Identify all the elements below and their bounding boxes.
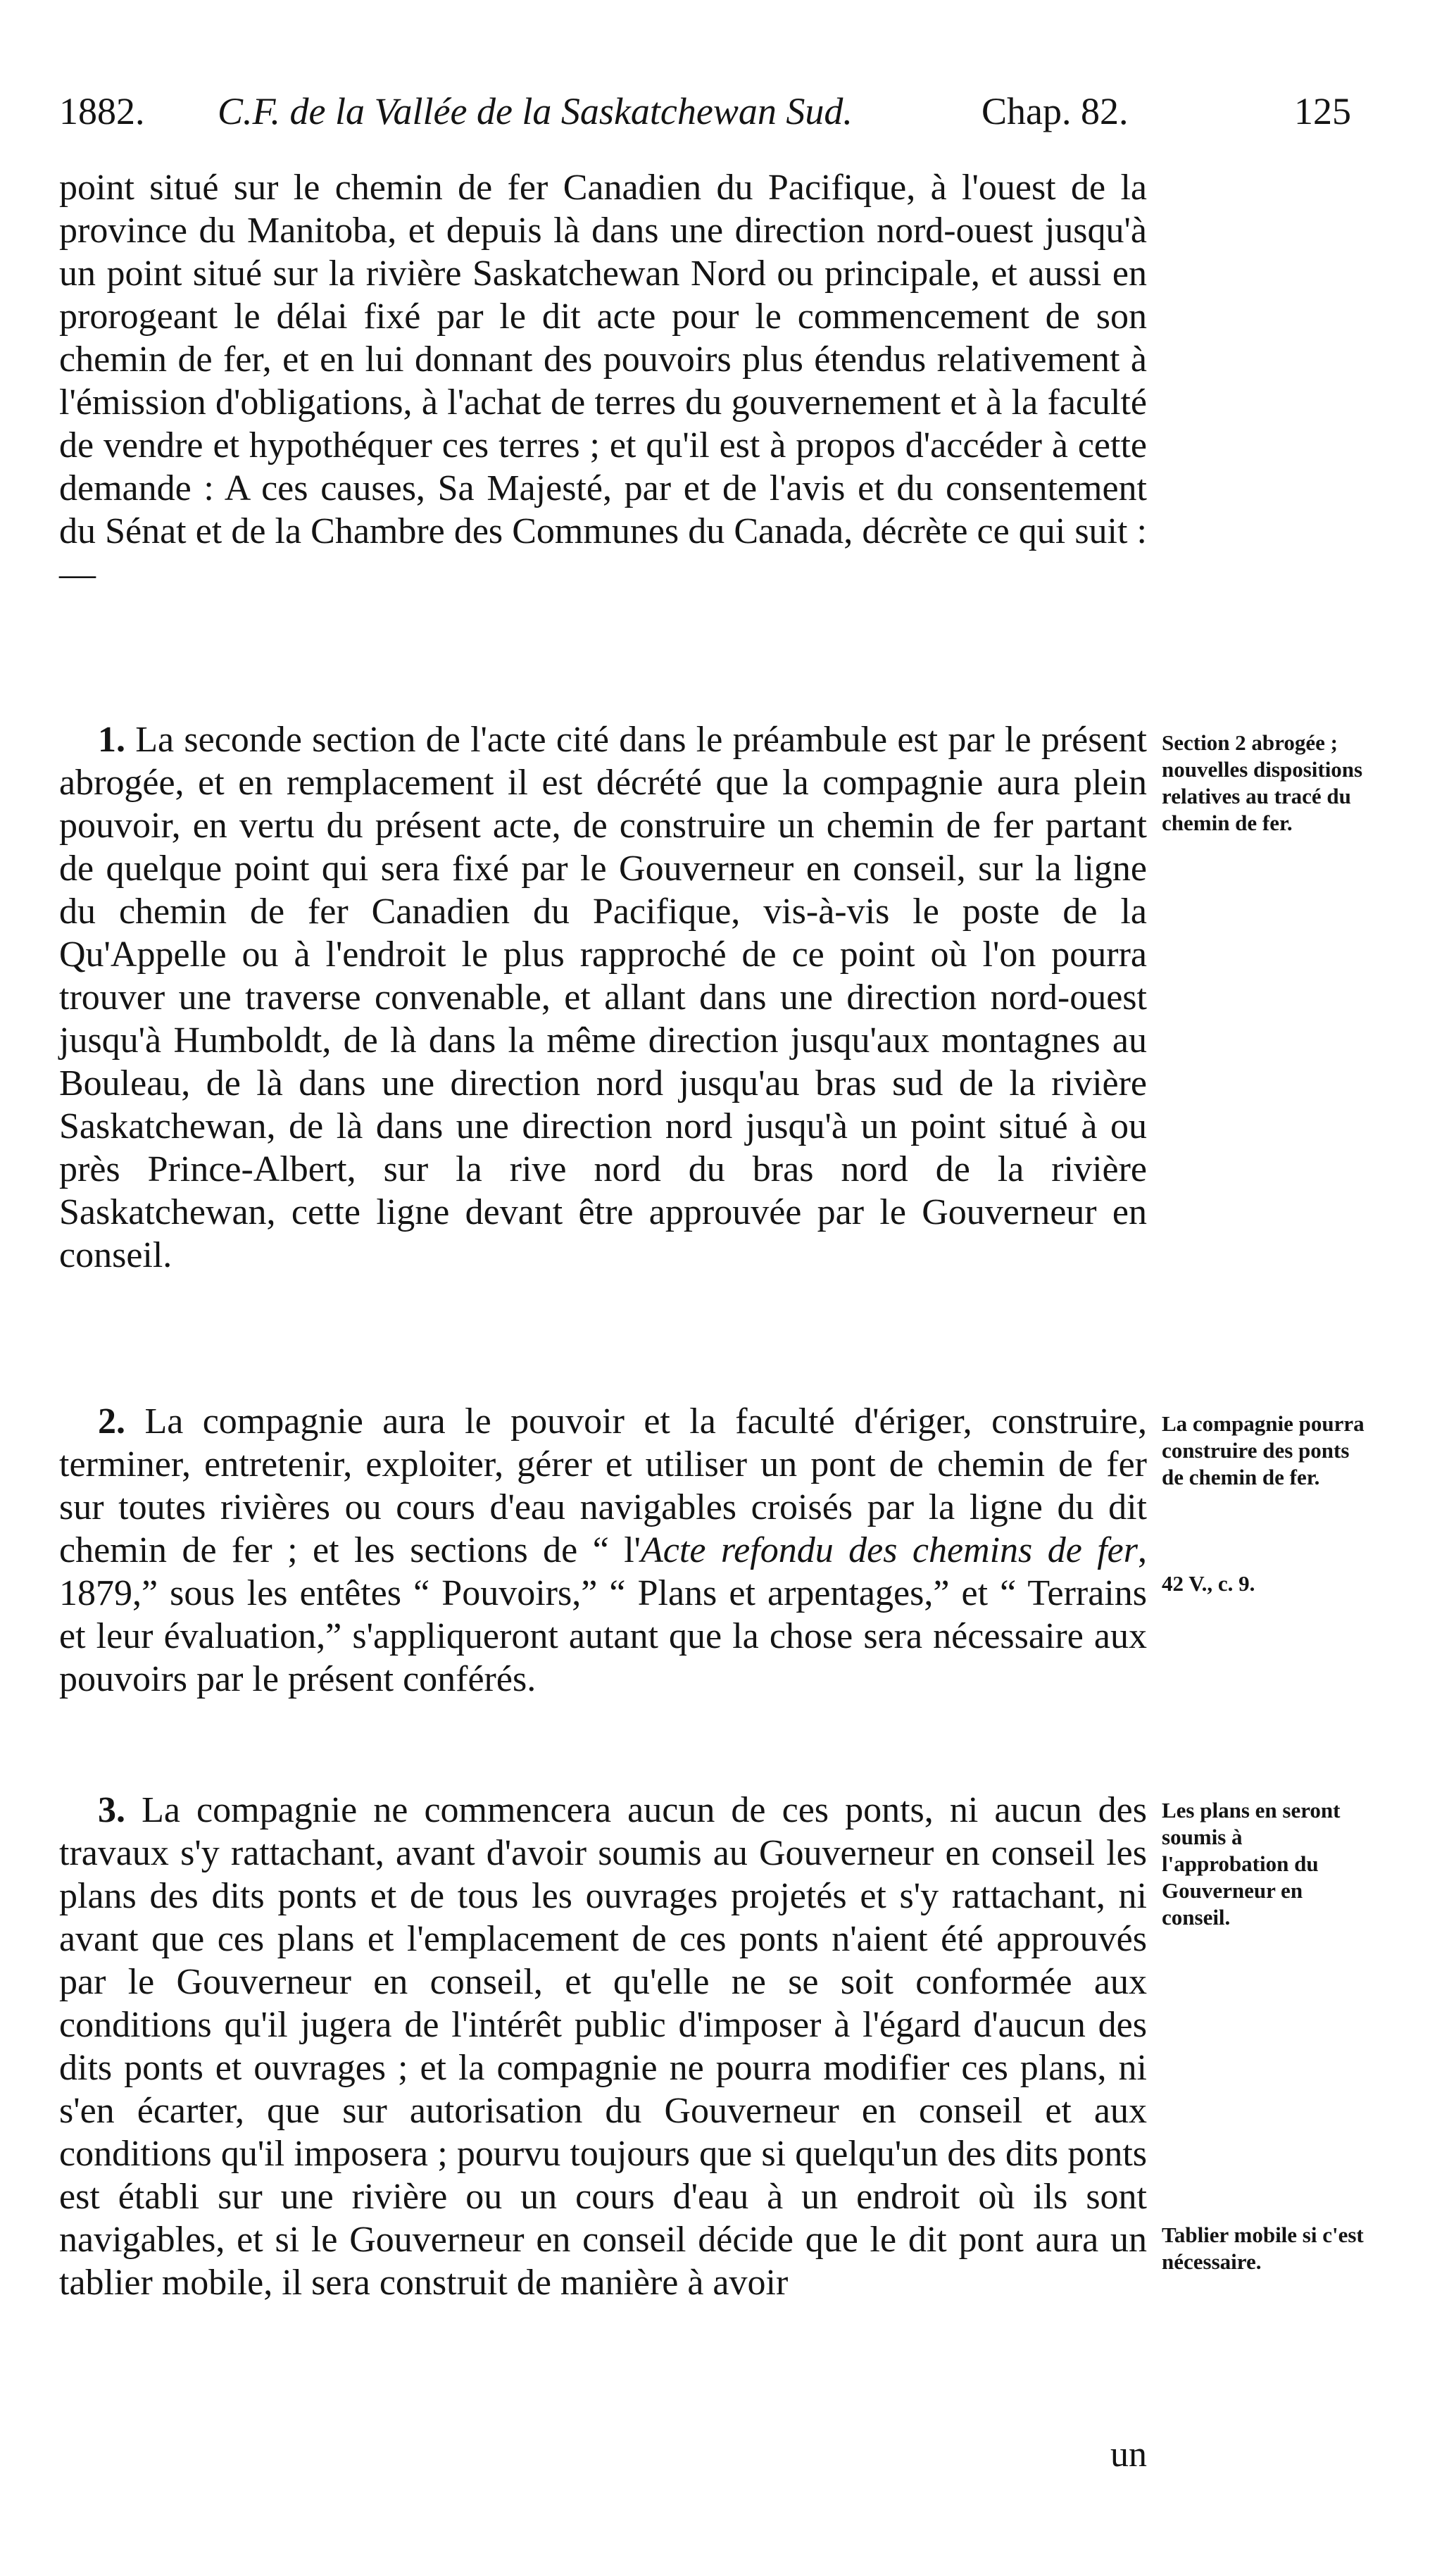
section-1-text: La seconde section de l'acte cité dans le préambule est par le présent abrogée, et en remplacement il est décrété que la compagnie aura plein pouvoir, en vertu du présent acte, de construire un chemin de fer partant de quelque point qui sera fixé par le Gouverneur en conseil, sur la ligne du chemin de fer Canadien du Pacifique, vis-à-vis le poste de la Qu'Appelle ou à l'endroit le plus rapproché de ce point où l'on pourra trouver une traverse convenable, et allant dans une direction nord-ouest jusqu'à Humboldt, de là dans la même direction jusqu'aux montagnes au Bouleau, de là dans une direction nord jusqu'au bras sud de la rivière Saskatchewan, de là dans une direction nord jusqu'à un point situé à ou près Prince-Albert, sur la rive nord du bras nord de la rivière Saskatchewan, cette ligne devant être approuvée par le Gouverneur en conseil. xyxy=(59,720,1147,1275)
section-1-paragraph xyxy=(59,718,1147,1277)
catchword: un xyxy=(1110,2434,1147,2475)
header-page-number: 125 xyxy=(1294,90,1351,132)
margin-note-section-3: Les plans en seront soumis à l'approbation du Gouverneur en conseil. xyxy=(1162,1798,1341,1930)
margin-note-statute-reference: 42 V., c. 9. xyxy=(1162,1571,1255,1596)
section-2-number: 2. xyxy=(98,1401,125,1442)
section-3-number: 3. xyxy=(98,1790,125,1830)
header-year: 1882. xyxy=(59,90,145,132)
section-2-act-title: Acte refondu des chemins de fer xyxy=(641,1530,1139,1570)
margin-note-section-2: La compagnie pourra construire des ponts de chemin de fer. xyxy=(1162,1411,1365,1489)
header-title: C.F. de la Vallée de la Saskatchewan Sud. xyxy=(218,90,853,132)
section-3-text: La compagnie ne commencera aucun de ces ponts, ni aucun des travaux s'y rattachant, avant d'avoir soumis au Gouverneur en conseil les plans des dits ponts et de tous les ouvrages projetés et s'y rattachant, ni avant que ces plans et l'emplacement de ces ponts n'aient été approuvés par le Gouverneur en conseil, et qu'elle ne se soit conformée aux conditions qu'il jugera de l'intérêt public d'imposer à l'égard d'aucun des dits ponts et ouvrages ; et la compagnie ne pourra modifier ces plans, ni s'en écarter, que sur autorisation du Gouverneur en conseil et aux conditions qu'il imposera ; pourvu toujours que si quelqu'un des dits ponts est établi sur une rivière ou un cours d'eau à un endroit où ils sont navigables, et si le Gouverneur en conseil décide que le dit pont aura un tablier mobile, il sera construit de manière à avoir xyxy=(59,1790,1148,2303)
section-2-text-after: , 1879,” sous les entêtes “ Pouvoirs,” “ Plans et arpentages,” et “ Terrains et leur évaluation,” s'appliqueront autant que la chose sera nécessaire aux pouvoirs par le présent conférés. xyxy=(59,1530,1148,1699)
section-2-text-before: La compagnie aura le pouvoir et la faculté d'ériger, construire, terminer, entretenir, exploiter, gérer et utiliser un pont de chemin de fer sur toutes rivières ou cours d'eau navigables croisés par la ligne du dit chemin de fer ; et les sections de “ l' xyxy=(59,1401,1148,1570)
running-header xyxy=(59,83,1351,139)
section-2-paragraph xyxy=(59,1400,1147,1701)
header-chapter: Chap. 82. xyxy=(981,90,1129,132)
preamble-paragraph: point situé sur le chemin de fer Canadien du Pacifique, à l'ouest de la province du Manitoba, et depuis là dans une direction nord-ouest jusqu'à un point situé sur la rivière Saskatchewan Nord ou principale, et aussi en prorogeant le délai fixé par le dit acte pour le commencement de son chemin de fer, et en lui donnant des pouvoirs plus étendus relativement à l'émission d'obligations, à l'achat de terres du gouvernement et à la faculté de vendre et hypothéquer ces terres ; et qu'il est à propos d'accéder à cette demande : A ces causes, Sa Majesté, par et de l'avis et du consentement du Sénat et de la Chambre des Communes du Canada, décrète ce qui suit :— xyxy=(59,168,1147,594)
margin-note-section-1: Section 2 abrogée ; nouvelles dispositions relatives au tracé du chemin de fer. xyxy=(1162,730,1363,835)
section-3-paragraph xyxy=(59,1789,1147,2304)
section-1-number: 1. xyxy=(98,720,125,760)
margin-note-movable-deck: Tablier mobile si c'est nécessaire. xyxy=(1162,2222,1364,2274)
